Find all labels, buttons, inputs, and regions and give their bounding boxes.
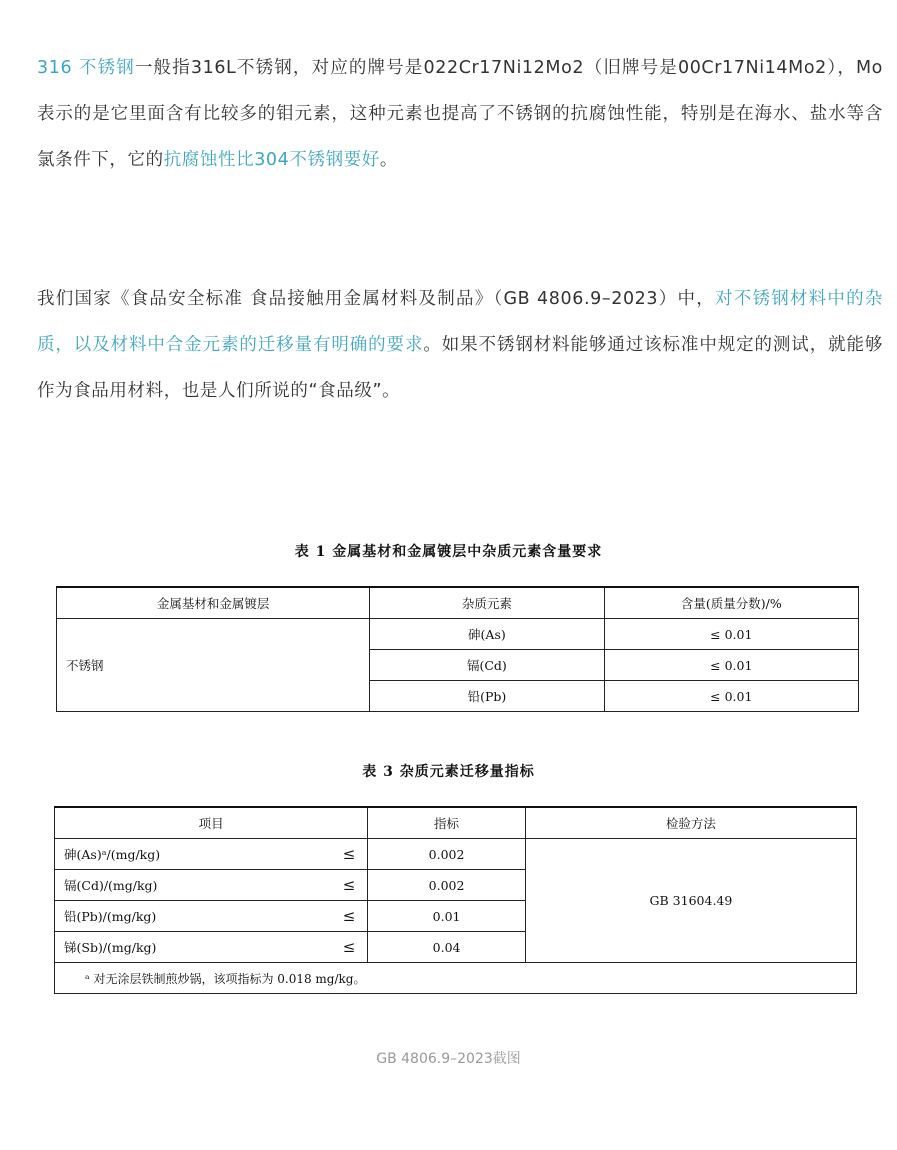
leq-symbol: ≤ xyxy=(342,876,356,894)
table1-header-material: 金属基材和金属镀层 xyxy=(57,587,370,619)
table-row xyxy=(57,619,859,650)
image-caption: GB 4806.9–2023截图 xyxy=(376,1051,521,1067)
table3-footnote: ᵃ 对无涂层铁制煎炒锅，该项指标为 0.018 mg/kg。 xyxy=(55,963,857,994)
table3-item-2 xyxy=(55,901,368,932)
table3-item-1-label: 镉(Cd)/(mg/kg) xyxy=(64,878,158,893)
paragraph-316-stainless xyxy=(37,45,883,183)
table3 xyxy=(54,806,857,994)
highlight-requirements: 对不锈钢材料中的杂质，以及材料中合金元素的迁移量有明确的要求 xyxy=(37,289,883,355)
highlight-corrosion: 抗腐蚀性比304不锈钢要好 xyxy=(163,150,380,170)
table3-header-index: 指标 xyxy=(368,807,526,839)
table3-item-0-label: 砷(As)ᵃ/(mg/kg) xyxy=(64,847,161,862)
table3-header-row xyxy=(55,807,857,839)
table3-header-item: 项目 xyxy=(55,807,368,839)
table-row xyxy=(55,839,857,870)
table3-item-3 xyxy=(55,932,368,963)
table3-value-2: 0.01 xyxy=(368,901,526,932)
leq-symbol: ≤ xyxy=(342,907,356,925)
table3-header-method: 检验方法 xyxy=(525,807,856,839)
table3-value-0: 0.002 xyxy=(368,839,526,870)
table3-item-3-label: 锑(Sb)/(mg/kg) xyxy=(64,940,157,955)
para2-end: 。如果不锈钢材料能够通过该标准中规定的测试，就能够作为食品用材料，也是人们所说的“食品级”。 xyxy=(37,335,883,401)
paragraph-gb-standard xyxy=(37,276,883,414)
table1-title: 表 1 金属基材和金属镀层中杂质元素含量要求 xyxy=(294,544,603,560)
table3-value-3: 0.04 xyxy=(368,932,526,963)
table1-value-0: ≤ 0.01 xyxy=(604,619,858,650)
table3-footnote-row xyxy=(55,963,857,994)
table1-value-2: ≤ 0.01 xyxy=(604,681,858,712)
para1-end: 。 xyxy=(379,150,399,170)
table3-method: GB 31604.49 xyxy=(525,839,856,963)
table3-item-1 xyxy=(55,870,368,901)
para2-text: 我们国家《食品安全标准 食品接触用金属材料及制品》（GB 4806.9–2023）中， xyxy=(37,289,715,309)
table1-material: 不锈钢 xyxy=(57,619,370,712)
table1-element-2: 铅(Pb) xyxy=(370,681,604,712)
table3-value-1: 0.002 xyxy=(368,870,526,901)
para1-text: 一般指316L不锈钢，对应的牌号是022Cr17Ni12Mo2（旧牌号是00Cr17Ni14Mo2），Mo表示的是它里面含有比较多的钼元素，这种元素也提高了不锈钢的抗腐蚀性能，特别是在海水、盐水等含氯条件下，它的 xyxy=(37,58,883,170)
table1-header-row xyxy=(57,587,859,619)
table3-item-0 xyxy=(55,839,368,870)
table1-header-content: 含量(质量分数)/% xyxy=(604,587,858,619)
table3-title: 表 3 杂质元素迁移量指标 xyxy=(362,764,535,780)
leq-symbol: ≤ xyxy=(342,845,356,863)
table3-item-2-label: 铅(Pb)/(mg/kg) xyxy=(64,909,157,924)
leq-symbol: ≤ xyxy=(342,938,356,956)
table1-header-element: 杂质元素 xyxy=(370,587,604,619)
table1 xyxy=(56,586,859,712)
table1-value-1: ≤ 0.01 xyxy=(604,650,858,681)
highlight-316: 316 不锈钢 xyxy=(37,58,135,78)
table1-element-0: 砷(As) xyxy=(370,619,604,650)
table1-element-1: 镉(Cd) xyxy=(370,650,604,681)
